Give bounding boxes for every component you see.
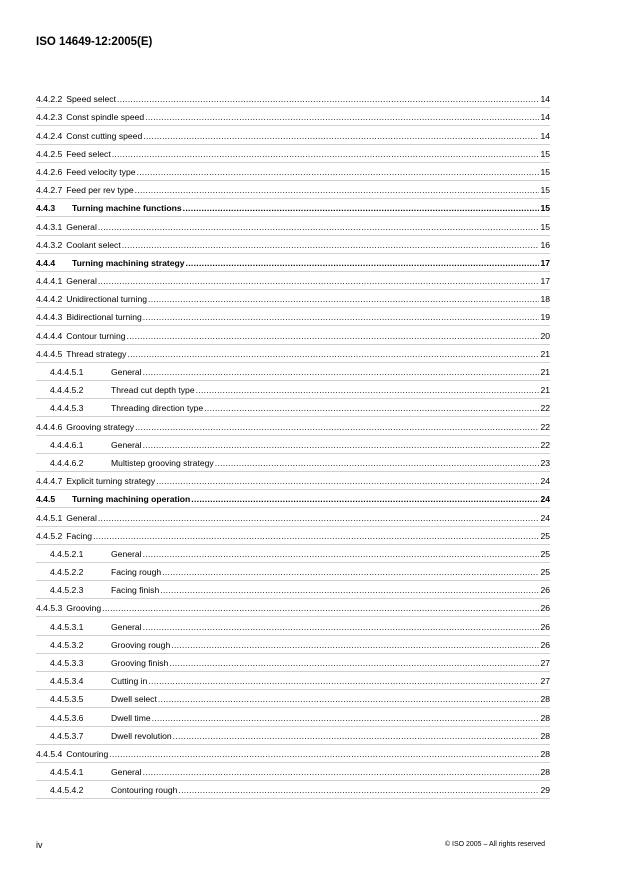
toc-entry-page: 25: [540, 548, 550, 559]
toc-leader-dots: [145, 112, 539, 123]
toc-leader-dots: [158, 694, 540, 705]
toc-entry[interactable]: [36, 781, 550, 799]
toc-entry-page: 25: [540, 567, 550, 578]
toc-entry-title: General: [66, 276, 97, 287]
toc-entry[interactable]: [36, 145, 550, 163]
toc-entry-number: 4.4.4.5.1: [50, 367, 84, 377]
toc-leader-dots: [162, 567, 539, 578]
toc-entry[interactable]: [36, 763, 550, 781]
toc-entry-number: 4.4.2.3: [36, 112, 63, 123]
toc-entry-page: 28: [540, 730, 550, 741]
toc-entry[interactable]: [36, 654, 550, 672]
toc-entry-title: Grooving strategy: [66, 421, 135, 432]
toc-leader-dots: [143, 440, 540, 451]
toc-entry-number: 4.4.2.2: [36, 94, 63, 105]
toc-entry-number: 4.4.5.3: [36, 603, 63, 614]
toc-leader-dots: [204, 403, 539, 414]
toc-entry[interactable]: [36, 454, 550, 472]
copyright-notice: © ISO 2005 – All rights reserved: [444, 841, 545, 848]
toc-entry[interactable]: [36, 563, 550, 581]
toc-entry-page: 14: [540, 112, 550, 123]
document-id-header: ISO 14649-12:2005(E): [36, 36, 153, 48]
toc-entry-title: Coolant select: [66, 239, 121, 250]
toc-entry-title: Grooving finish: [111, 658, 169, 668]
toc-entry[interactable]: [36, 181, 550, 199]
toc-entry-page: 22: [540, 439, 550, 450]
toc-leader-dots: [178, 785, 539, 796]
toc-entry-title: Const cutting speed: [66, 130, 143, 141]
toc-entry[interactable]: [36, 381, 550, 399]
toc-entry[interactable]: [36, 545, 550, 563]
toc-entry-number: 4.4.4.2: [36, 294, 63, 305]
toc-leader-dots: [98, 222, 540, 233]
toc-entry[interactable]: [36, 727, 550, 745]
toc-entry-title: Turning machine functions: [72, 203, 182, 214]
toc-entry-title: Feed select: [66, 148, 111, 159]
toc-leader-dots: [143, 131, 539, 142]
toc-entry-page: 21: [540, 348, 550, 359]
toc-entry[interactable]: [36, 745, 550, 763]
toc-entry-title: Const spindle speed: [66, 112, 145, 123]
table-of-contents: [36, 90, 550, 799]
toc-entry-page: 16: [540, 239, 550, 250]
toc-entry-title: Dwell revolution: [111, 730, 172, 741]
toc-entry-number: 4.4.2.6: [36, 166, 63, 177]
toc-entry[interactable]: [36, 163, 550, 181]
toc-leader-dots: [215, 458, 540, 469]
toc-leader-dots: [156, 476, 539, 487]
toc-leader-dots: [112, 149, 540, 160]
toc-entry-number: 4.4.5.4.2: [50, 785, 84, 796]
toc-entry-page: 28: [540, 694, 550, 705]
toc-leader-dots: [143, 312, 540, 323]
toc-entry-page: 14: [540, 94, 550, 105]
toc-leader-dots: [102, 603, 539, 614]
toc-entry[interactable]: [36, 236, 550, 254]
toc-entry-title: Turning machining strategy: [72, 257, 185, 268]
toc-entry-title: Feed per rev type: [66, 185, 134, 196]
toc-entry[interactable]: [36, 217, 550, 235]
toc-entry[interactable]: [36, 636, 550, 654]
toc-entry-title: General: [66, 512, 97, 523]
toc-entry-title: Contouring: [66, 748, 109, 759]
toc-entry-number: 4.4.5.3.6: [50, 712, 84, 723]
toc-entry-page: 26: [540, 639, 550, 650]
toc-entry[interactable]: [36, 617, 550, 635]
toc-entry-number: 4.4.3.1: [36, 221, 63, 232]
toc-leader-dots: [183, 203, 540, 214]
toc-entry-title: Grooving: [66, 603, 102, 614]
toc-leader-dots: [109, 749, 539, 760]
toc-leader-dots: [117, 94, 539, 105]
toc-entry-number: 4.4.5.2.2: [50, 567, 84, 578]
toc-entry-title: Thread cut depth type: [111, 385, 195, 396]
toc-leader-dots: [191, 494, 539, 505]
toc-entry-number: 4.4.5.3.7: [50, 730, 84, 741]
toc-entry-number: 4.4.5.2.1: [50, 548, 84, 559]
toc-leader-dots: [143, 367, 540, 378]
toc-leader-dots: [148, 676, 539, 687]
toc-entry-title: Facing finish: [111, 585, 160, 596]
page-number: iv: [36, 840, 43, 850]
toc-entry[interactable]: [36, 90, 550, 108]
toc-leader-dots: [148, 294, 539, 305]
toc-leader-dots: [98, 276, 540, 287]
toc-entry-number: 4.4.5.1: [36, 512, 63, 523]
toc-entry-page: 23: [540, 457, 550, 468]
toc-entry[interactable]: [36, 672, 550, 690]
toc-entry[interactable]: [36, 599, 550, 617]
toc-entry-number: 4.4.4.7: [36, 476, 63, 487]
toc-entry-title: Dwell select: [111, 694, 157, 705]
toc-entry-title: Contour turning: [66, 330, 126, 341]
toc-entry-title: Facing rough: [111, 567, 162, 578]
toc-entry-number: 4.4.3.2: [36, 239, 63, 250]
toc-leader-dots: [143, 767, 540, 778]
toc-entry-title: Speed select: [66, 94, 116, 105]
toc-entry-number: 4.4.2.7: [36, 185, 63, 196]
toc-entry[interactable]: [36, 363, 550, 381]
toc-entry[interactable]: [36, 199, 550, 217]
toc-entry-page: 28: [540, 712, 550, 723]
toc-leader-dots: [169, 658, 539, 669]
toc-entry[interactable]: [36, 108, 550, 126]
toc-entry-page: 14: [540, 130, 550, 141]
toc-entry-title: Explicit turning strategy: [66, 476, 156, 487]
toc-entry-page: 15: [540, 203, 550, 214]
toc-entry-title: Multistep grooving strategy: [111, 457, 214, 468]
toc-entry-number: 4.4.4.6.1: [50, 439, 84, 450]
toc-entry-page: 15: [540, 166, 550, 177]
toc-entry-page: 22: [540, 403, 550, 414]
toc-leader-dots: [98, 513, 540, 524]
toc-leader-dots: [160, 585, 539, 596]
toc-leader-dots: [127, 331, 540, 342]
toc-entry[interactable]: [36, 272, 550, 290]
toc-entry-page: 25: [540, 530, 550, 541]
toc-entry-number: 4.4.5.3.4: [50, 676, 84, 687]
toc-leader-dots: [127, 349, 539, 360]
toc-entry-page: 24: [540, 476, 550, 487]
toc-entry[interactable]: [36, 399, 550, 417]
toc-entry-page: 29: [540, 785, 550, 796]
toc-leader-dots: [152, 713, 540, 724]
toc-entry-number: 4.4.3: [36, 203, 56, 214]
toc-entry-title: Thread strategy: [66, 348, 127, 359]
toc-entry-title: General: [111, 767, 142, 778]
toc-entry-page: 21: [540, 385, 550, 396]
toc-leader-dots: [93, 531, 539, 542]
toc-entry-title: General: [111, 621, 142, 632]
toc-entry-title: Contouring rough: [111, 785, 178, 796]
toc-entry-page: 26: [540, 585, 550, 596]
toc-leader-dots: [186, 258, 540, 269]
toc-entry-number: 4.4.2.4: [36, 130, 63, 141]
toc-entry-number: 4.4.4.3: [36, 312, 63, 323]
toc-entry-title: Turning machining operation: [72, 494, 191, 505]
toc-entry-number: 4.4.4.5: [36, 348, 63, 359]
toc-entry-page: 15: [540, 185, 550, 196]
toc-entry[interactable]: [36, 308, 550, 326]
toc-entry[interactable]: [36, 508, 550, 526]
toc-entry[interactable]: [36, 126, 550, 144]
toc-entry-number: 4.4.5.2: [36, 530, 63, 541]
toc-entry-page: 27: [540, 658, 550, 668]
toc-entry[interactable]: [36, 290, 550, 308]
toc-entry-number: 4.4.5: [36, 494, 56, 505]
toc-entry-page: 28: [540, 748, 550, 759]
toc-entry-page: 15: [540, 148, 550, 159]
toc-entry-number: 4.4.4.4: [36, 330, 63, 341]
toc-entry-page: 24: [540, 512, 550, 523]
toc-entry-title: Grooving rough: [111, 639, 171, 650]
toc-entry-title: Bidirectional turning: [66, 312, 142, 323]
toc-entry-page: 18: [540, 294, 550, 305]
toc-entry-title: Dwell time: [111, 712, 151, 723]
toc-entry-number: 4.4.5.3.5: [50, 694, 84, 705]
toc-entry[interactable]: [36, 436, 550, 454]
toc-entry-number: 4.4.5.3.1: [50, 621, 84, 632]
toc-leader-dots: [135, 185, 540, 196]
toc-entry[interactable]: [36, 490, 550, 508]
toc-entry[interactable]: [36, 527, 550, 545]
toc-leader-dots: [137, 167, 540, 178]
toc-entry-number: 4.4.4.6.2: [50, 457, 84, 468]
toc-entry-number: 4.4.2.5: [36, 148, 63, 159]
toc-entry[interactable]: [36, 326, 550, 344]
toc-leader-dots: [122, 240, 540, 251]
toc-entry-number: 4.4.4.6: [36, 421, 63, 432]
toc-entry-number: 4.4.4: [36, 257, 56, 268]
toc-entry-page: 22: [540, 421, 550, 432]
toc-entry-page: 27: [540, 676, 550, 687]
toc-entry-title: Threading direction type: [111, 403, 204, 414]
toc-entry-page: 20: [540, 330, 550, 341]
toc-entry-page: 26: [540, 621, 550, 632]
toc-entry-title: General: [111, 367, 142, 377]
toc-entry-number: 4.4.4.5.3: [50, 403, 84, 414]
toc-leader-dots: [143, 549, 540, 560]
toc-entry-title: Cutting in: [111, 676, 148, 687]
toc-entry-title: General: [111, 548, 142, 559]
toc-entry-title: Unidirectional turning: [66, 294, 148, 305]
toc-entry-page: 17: [540, 257, 550, 268]
toc-entry-title: Facing: [66, 530, 93, 541]
toc-entry-number: 4.4.5.3.2: [50, 639, 84, 650]
toc-entry-number: 4.4.5.3.3: [50, 658, 84, 668]
toc-entry-page: 19: [540, 312, 550, 323]
toc-entry-page: 28: [540, 767, 550, 778]
toc-leader-dots: [171, 640, 539, 651]
toc-entry-number: 4.4.5.4: [36, 748, 63, 759]
toc-entry-number: 4.4.5.4.1: [50, 767, 84, 778]
toc-entry-number: 4.4.4.5.2: [50, 385, 84, 396]
toc-entry-title: General: [111, 439, 142, 450]
toc-leader-dots: [143, 622, 540, 633]
toc-entry[interactable]: [36, 708, 550, 726]
toc-entry[interactable]: [36, 345, 550, 363]
toc-entry-page: 17: [540, 276, 550, 287]
toc-leader-dots: [173, 731, 540, 742]
toc-entry-page: 26: [540, 603, 550, 614]
toc-entry-number: 4.4.4.1: [36, 276, 63, 287]
toc-leader-dots: [196, 385, 540, 396]
toc-entry-page: 15: [540, 221, 550, 232]
toc-entry-page: 21: [540, 367, 550, 377]
toc-entry[interactable]: [36, 581, 550, 599]
toc-entry-title: Feed velocity type: [66, 166, 136, 177]
toc-entry[interactable]: [36, 417, 550, 435]
toc-entry[interactable]: [36, 690, 550, 708]
toc-entry-page: 24: [540, 494, 550, 505]
toc-entry[interactable]: [36, 254, 550, 272]
toc-leader-dots: [135, 422, 539, 433]
toc-entry-number: 4.4.5.2.3: [50, 585, 84, 596]
toc-entry-title: General: [66, 221, 97, 232]
toc-entry[interactable]: [36, 472, 550, 490]
